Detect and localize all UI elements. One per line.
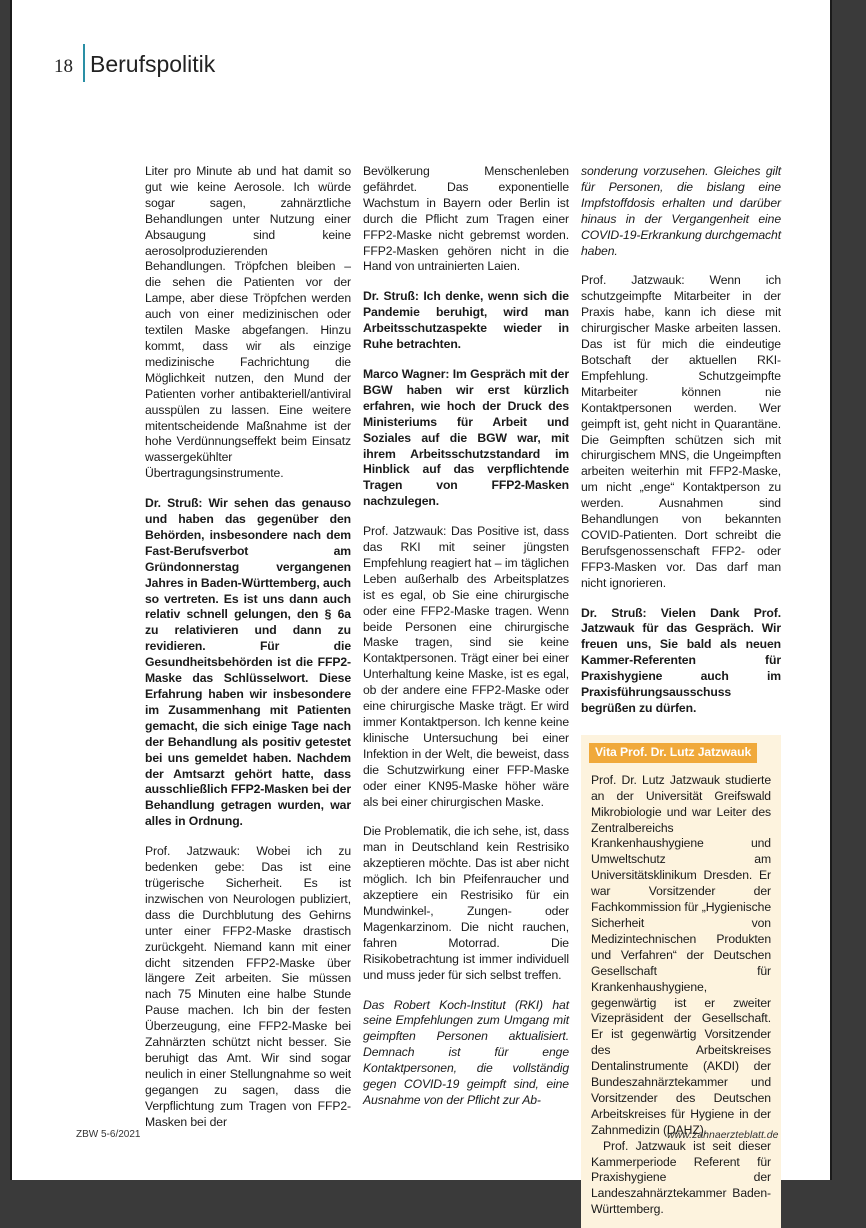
- paragraph: Dr. Struß: Wir sehen das genauso und haben das gegenüber den Behörden, insbesondere nach dem Fast-Berufsverbot am Gründonnerstag vergangenen Jahres in Baden-Württemberg, auch so vertreten. Es ist uns dann auch relativ schnell gelungen, den § 6a zu relativieren und dann zu revidieren. Für die Gesundheitsbehörden ist die FFP2-Maske das Schlüsselwort. Diese Erfahrung haben wir insbesondere im Zusammenhang mit Patienten gemacht, die sich einige Tage nach der Behandlung als positiv getestet bei uns gemeldet haben. Nachdem der Amtsarzt gehört hatte, dass ausschließlich FFP2-Masken bei der Behandlung getragen wurden, war alles in Ordnung.: [145, 496, 351, 829]
- paragraph: Dr. Struß: Vielen Dank Prof. Jatzwauk für das Gespräch. Wir freuen uns, Sie bald als neuen Kammer-Referenten für Praxishygiene auch im Praxisführungsausschuss begrüßen zu dürfen.: [581, 605, 781, 715]
- paragraph: Liter pro Minute ab und hat damit so gut wie keine Aerosole. Ich würde sogar sagen, zahnärztliche Behandlungen unter Nutzung einer Absaugung sind keine aerosolproduzierenden Behandlungen. Tröpfchen bleiben – die sehen die Patienten vor der Lampe, aber diese Tröpfchen werden auch von einer medizinischen oder textilen Maske abgefangen. Hinzu kommt, dass wir als einzige medizinische Fachrichtung die Möglichkeit nutzen, den Mund der Patienten vorher antibakteriell/antiviral ausspülen zu lassen. Eine weitere mitentscheidende Maßnahme ist der hohe Verdünnungseffekt beim Einsatz wassergekühlter Übertragungsinstrumente.: [145, 164, 351, 481]
- paragraph: Prof. Jatzwauk: Wenn ich schutzgeimpfte Mitarbeiter in der Praxis habe, kann ich diese mit chirurgischer Maske arbeiten lassen. Das ist für mich die eindeutige Botschaft der aktuellen RKI-Empfehlung. Schutzgeimpfte Mitarbeiter können nie Kontaktpersonen werden. Wer geimpft ist, geht nicht in Quarantäne. Die Geimpften schützen sich mit chirurgischem MNS, die Ungeimpften arbeiten weiterhin mit FFP2-Maske, um nicht „enge“ Kontaktperson zu werden. Ausnahmen sind Behandlungen von bekannten COVID-Patienten. Dort schreibt die Berufsgenossenschaft FFP2- oder FFP3-Masken vor. Das darf man nicht ignorieren.: [581, 273, 781, 590]
- section-title: Berufspolitik: [90, 51, 216, 77]
- paragraph: sonderung vorzusehen. Gleiches gilt für Personen, die bislang eine Impfstoffdosis erhalten und darüber hinaus in der Vergangenheit eine COVID-19-Erkrankung durchgemacht haben.: [581, 164, 782, 258]
- column-3: [581, 164, 781, 1228]
- footer-issue: ZBW 5-6/2021: [76, 1129, 141, 1140]
- page-left-edge: [10, 0, 12, 1180]
- footer-website[interactable]: www.zahnaerzteblatt.de: [667, 1129, 779, 1141]
- vita-title: Vita Prof. Dr. Lutz Jatzwauk: [589, 743, 757, 763]
- column-1: [145, 164, 351, 1144]
- header-divider: [83, 44, 85, 82]
- magazine-page: [10, 0, 832, 1217]
- paragraph: Das Robert Koch-Institut (RKI) hat seine Empfehlungen zum Umgang mit geimpften Personen aktualisiert. Demnach ist für enge Kontaktpersonen, die vollständig gegen COVID-19 geimpft sind, eine Ausnahme von der Pflicht zur Ab-: [363, 997, 569, 1107]
- paragraph: Prof. Jatzwauk: Das Positive ist, dass das RKI mit seiner jüngsten Empfehlung reagiert hat – im täglichen Leben außerhalb des Arbeitsplatzes ist es egal, ob Sie eine chirurgische oder eine FFP2-Maske tragen. Wenn beide Personen eine chirurgische Maske tragen, sind sie keine Kontaktpersonen. Trägt einer bei einer Unterhaltung keine Maske, ist es egal, ob der andere eine FFP2-Maske oder eine chirurgische Maske trägt. Er wird immer Kontaktperson. Ich kenne keine klinische Untersuchung bei einer Infektion in der Welt, die beweist, dass die Schutzwirkung einer FFP-Maske oder einer KN95-Maske höher wäre als bei einer chirurgischen Maske.: [363, 524, 569, 809]
- paragraph: Dr. Struß: Ich denke, wenn sich die Pandemie beruhigt, wird man Arbeitsschutzaspekte wieder in Ruhe betrachten.: [363, 289, 569, 352]
- page-number: 18: [54, 56, 73, 77]
- page-right-edge: [830, 0, 832, 1180]
- column-2: [363, 164, 569, 1123]
- paragraph: Marco Wagner: Im Gespräch mit der BGW haben wir erst kürzlich erfahren, wie hoch der Druck des Ministeriums für Arbeit und Soziales auf die BGW war, mit ihrem Arbeitsschutzstandard im Hinblick auf das verpflichtende Tragen von FFP2-Masken nachzulegen.: [363, 366, 569, 509]
- vita-paragraph: Prof. Dr. Lutz Jatzwauk studierte an der Universität Greifswald Mikrobiologie und war Leiter des Zentralbereichs Krankenhaushygiene und Umweltschutz am Universitätsklinikum Dresden. Er war Vorsitzender der Fachkommission für „Hygienische Sicherheit von Medizintechnischen Produkten und Verfahren“ der Deutschen Gesellschaft für Krankenhaushygiene, gegenwärtig ist er zweiter Vizepräsident der Gesellschaft. Er ist gegenwärtig Vorsitzender des Arbeitskreises Dentalinstrumente (AKDI) der Bundeszahnärztekammer und Vorsitzender des Deutschen Arbeitskreises für Hygiene in der Zahnmedizin (DAHZ).: [591, 772, 771, 1137]
- paragraph: Die Problematik, die ich sehe, ist, dass man in Deutschland kein Restrisiko akzeptieren möchte. Das ist aber nicht möglich. Ich bin Pfeifenraucher und akzeptiere ein Restrisiko für ein Mundwinkel-, Zungen- oder Magenkarzinom. Die nicht rauchen, fahren Motorrad. Die Risikobetrachtung ist immer individuell und muss jeder für sich selbst treffen.: [363, 824, 569, 982]
- paragraph: Prof. Jatzwauk: Wobei ich zu bedenken gebe: Das ist eine trügerische Sicherheit. Es ist inzwischen von Neurologen publiziert, dass die Durchblutung des Gehirns unter einer FFP2-Maske drastisch zurückgeht. Niemand kann mit einer dicht sitzenden FFP2-Maske über längere Zeit arbeiten. Sie müssen nach 75 Minuten eine halbe Stunde Pause machen. Ich bin der festen Überzeugung, eine FFP2-Maske bei Zahnärzten schützt nicht besser. Sie beruhigt das Amt. Wir sind sogar neulich in einer Stellungnahme so weit gegangen zu sagen, dass die Verpflichtung zum Tragen von FFP2-Masken bei der: [145, 844, 351, 1129]
- paragraph: Bevölkerung Menschenleben gefährdet. Das exponentielle Wachstum in Bayern oder Berlin ist durch die Pflicht zum Tragen einer FFP2-Maske nicht gebremst worden. FFP2-Masken gehören nicht in die Hand von untrainierten Laien.: [363, 164, 569, 274]
- vita-paragraph: Prof. Jatzwauk ist seit dieser Kammerperiode Referent für Praxishygiene der Landeszahnärztekammer Baden-Württemberg.: [591, 1138, 771, 1217]
- vita-box: [581, 735, 781, 1228]
